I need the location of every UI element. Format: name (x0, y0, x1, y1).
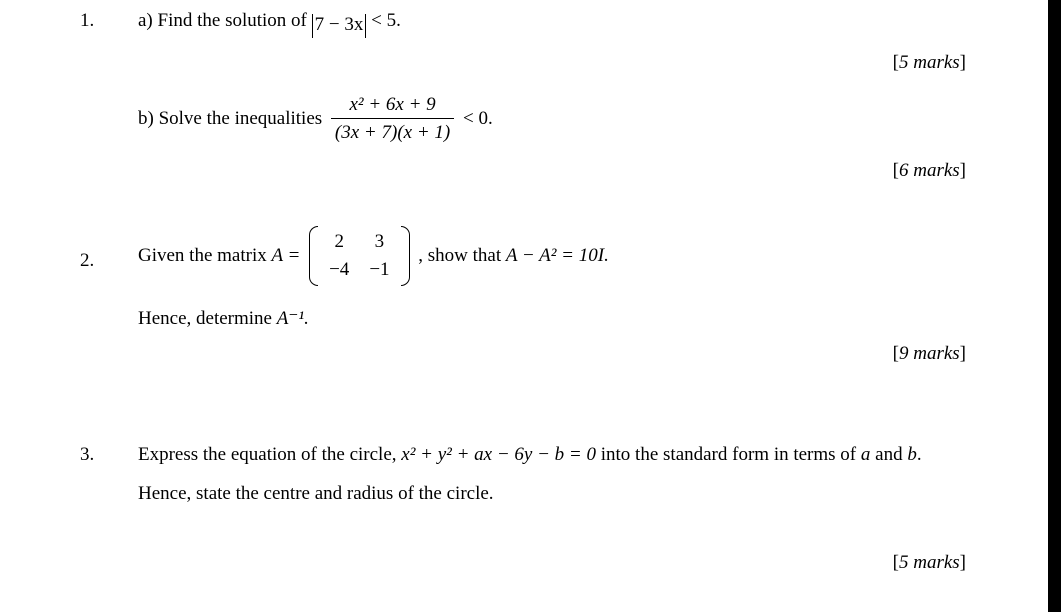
circle-equation: x² + y² + ax − 6y − b = 0 (401, 444, 596, 465)
question-1b-relation: < 0. (462, 108, 493, 129)
matrix-identity: A − A² = 10I. (505, 245, 609, 266)
question-1-number: 1. (80, 10, 95, 31)
question-1b-marks-value: 6 marks (898, 160, 960, 181)
matrix-cell: −1 (369, 259, 390, 280)
question-2-given: Given the matrix (138, 245, 267, 266)
question-2-number: 2. (80, 250, 95, 271)
question-1a-marks-value: 5 marks (898, 52, 960, 73)
matrix-cell: 3 (374, 231, 385, 252)
question-1a-marks: [5 marks] (892, 52, 966, 73)
and-word: and (875, 444, 903, 465)
question-1b-marks: [6 marks] (892, 160, 966, 181)
question-1a-relation: < 5. (371, 10, 401, 31)
question-3-marks-value: 5 marks (898, 552, 960, 573)
question-3-marks: [5 marks] (892, 552, 966, 573)
question-1a-label: a) Find the solution of (138, 10, 307, 31)
question-2-text (138, 228, 609, 284)
question-2-show-text: , show that (418, 245, 502, 266)
question-3-post: into the standard form in terms of (600, 444, 857, 465)
question-3-line-2: Hence, state the centre and radius of the circle. (138, 483, 494, 504)
question-1b-label: b) Solve the inequalities (138, 108, 323, 129)
question-1a-text (138, 10, 401, 38)
question-2-hence-label: Hence, determine (138, 308, 272, 329)
question-2-hence (138, 308, 309, 330)
question-3-line-1 (138, 444, 922, 466)
rational-expression (331, 94, 454, 144)
variable-b: b (907, 444, 917, 465)
question-1b-text (138, 94, 493, 144)
question-3-number: 3. (80, 444, 95, 465)
matrix-inverse: A⁻¹. (276, 308, 309, 329)
matrix-cell: 2 (334, 231, 344, 252)
matrix-lhs: A = (271, 245, 301, 266)
variable-a: a (860, 444, 871, 465)
fraction-numerator: x² + 6x + 9 (331, 94, 454, 119)
fraction-denominator: (3x + 7)(x + 1) (334, 122, 451, 143)
question-2-marks: [9 marks] (892, 343, 966, 364)
matrix-a (309, 228, 409, 284)
matrix-cell: −4 (329, 259, 350, 280)
question-2-marks-value: 9 marks (898, 343, 960, 364)
absolute-value-expression: 7 − 3x (312, 14, 367, 38)
question-3-pre: Express the equation of the circle, (138, 444, 397, 465)
period: . (916, 444, 922, 465)
